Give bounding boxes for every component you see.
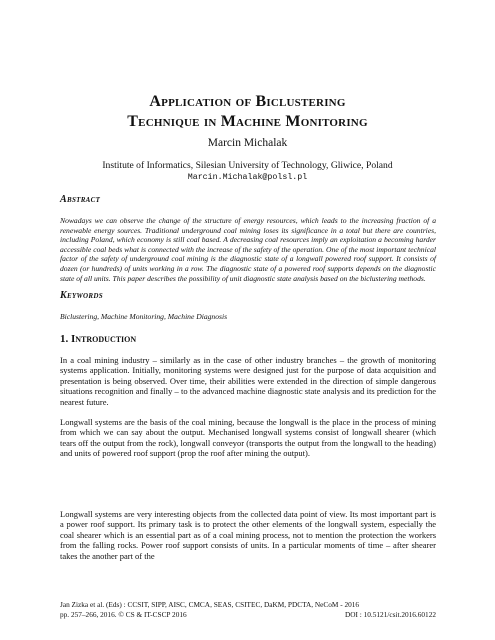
introduction-heading: [60, 333, 136, 345]
keywords-heading: Keywords: [60, 290, 103, 301]
author-affiliation: Institute of Informatics, Silesian University of Technology, Gliwice, Poland: [102, 160, 393, 171]
abstract-heading: Abstract: [60, 194, 101, 205]
title-line-2: Technique in Machine Monitoring: [127, 113, 368, 130]
footer-proceedings: Jan Zizka et al. (Eds) : CCSIT, SIPP, AISC, CMCA, SEAS, CSITEC, DaKM, PDCTA, NeCoM - 2016: [60, 600, 360, 609]
section-title: Introduction: [71, 333, 137, 345]
title-line-1: Application of Biclustering: [149, 93, 346, 110]
intro-paragraph-3: Longwall systems are very interesting objects from the collected data point of view. Its most important part is a power roof support. Its primary task is to protect the other elements of the longwall system, especially the coal shearer which is an essential part as of a coal mining process, not to mention the protection the workers from the falling rocks. Power roof support consists of units. In a particular moments of time – after shearer takes the another part of the: [60, 509, 436, 561]
paper-title: [60, 92, 435, 132]
footer-doi: DOI : 10.5121/csit.2016.60122: [344, 609, 436, 619]
abstract-text: Nowadays we can observe the change of the structure of energy resources, which leads to the increasing fraction of a renewable energy sources. Traditional underground coal mining loses its significance in a total but there are countries, including Poland, which economy is still coal based. A decreasing coal resources imply an exploitation a becoming harder accessible coal beds what is connected with the increase of the safety of the operation. One of the most important technical factor of the safety of underground coal mining is the diagnostic state of a longwall powered roof support. It consists of dozen (or hundreds) of units working in a row. The diagnostic state of a powered roof supports depends on the diagnostic state of all units. This paper describes the possibility of unit diagnostic state analysis based on the biclustering methods.: [60, 216, 436, 283]
intro-paragraph-1: In a coal mining industry – similarly as in the case of other industry branches – the growth of monitoring systems application. Initially, monitoring systems were designed just for the purpose of data acquisition and presentation is being observed. Over time, their abilities were extended in the direction of simple dangerous situations recognition and finally – to the advanced machine diagnostic state analysis and its prediction for the nearest future.: [60, 355, 436, 407]
author-email: Marcin.Michalak@polsl.pl: [187, 173, 308, 182]
intro-paragraph-2: Longwall systems are the basis of the coal mining, because the longwall is the place in the process of mining from which we can say about the output. Mechanised longwall systems consist of longwall shearer (which tears off the output from the rock), longwall conveyor (transports the output from the longwall to the heading) and units of powered roof support (prop the roof after mining the output).: [60, 417, 436, 459]
footer-row: [60, 610, 436, 620]
author-name: Marcin Michalak: [207, 137, 288, 149]
section-number: 1.: [60, 333, 69, 345]
keywords-text: Biclustering, Machine Monitoring, Machine Diagnosis: [60, 312, 228, 321]
footer-pages: pp. 257–266, 2016. © CS & IT-CSCP 2016: [60, 609, 187, 619]
page-footer: [60, 600, 436, 619]
